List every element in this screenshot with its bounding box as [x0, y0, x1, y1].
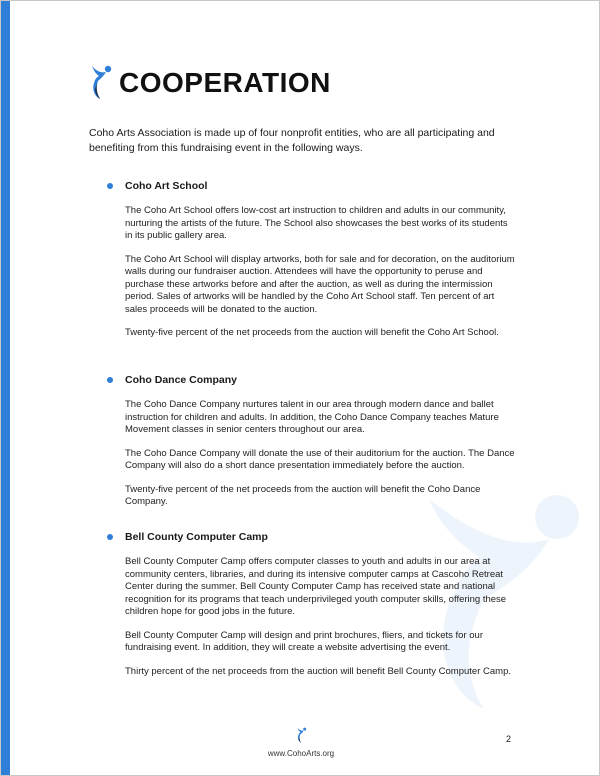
section-paragraph: Twenty-five percent of the net proceeds from the auction will benefit the Coho Dance Company. — [125, 483, 481, 507]
section-heading — [107, 374, 517, 386]
section-paragraph: Bell County Computer Camp offers computer classes to youth and adults in our area at community centers, libraries, and during its intensive computer camps at Cascoho Retreat Center during the summer. Bell County Computer Camp has received state and national recognition for its programs that teach underprivileged youth computer skills, offering these children hope for good jobs in the future. — [125, 556, 507, 617]
section-heading-label: Coho Art School — [125, 180, 208, 192]
bullet-icon — [107, 534, 113, 540]
section-heading — [107, 531, 517, 543]
footer-dancer-logo-icon — [296, 726, 307, 745]
footer-website-link[interactable]: www.CohoArts.org — [267, 749, 335, 758]
section-heading-label: Coho Dance Company — [125, 374, 238, 386]
left-accent-bar — [1, 1, 10, 775]
intro-paragraph: Coho Arts Association is made up of four nonprofit entities, who are all participating and benefiting from this fundraising event in the following ways. — [89, 127, 495, 154]
section-paragraph: The Coho Dance Company nurtures talent in our area through modern dance and ballet instruction for children and adults. In addition, the Coho Dance Company teaches Mature Movement classes in senior centers throughout our area. — [125, 399, 499, 435]
bullet-icon — [107, 377, 113, 383]
section-heading — [107, 180, 517, 192]
dancer-logo-icon — [89, 63, 113, 103]
section-paragraph: The Coho Art School will display artworks, both for sale and for decoration, on the auditorium walls during our fundraiser auction. Attendees will have the opportunity to peruse and purchase these artworks before and after the auction, as well as during the intermission period. Sales of artworks will be handled by the Coho Art School staff. Ten percent of art sales proceeds will be donated to the auction. — [125, 253, 515, 315]
page-header — [89, 63, 331, 103]
section-coho-art-school — [107, 180, 517, 351]
section-coho-dance-company — [107, 374, 517, 520]
page-title: COOPERATION — [119, 67, 331, 98]
section-paragraph: Twenty-five percent of the net proceeds from the auction will benefit the Coho Art School. — [125, 327, 499, 338]
section-heading-label: Bell County Computer Camp — [125, 531, 268, 543]
section-paragraph: Thirty percent of the net proceeds from the auction will benefit Bell County Computer Camp. — [125, 665, 511, 677]
page-number: 2 — [506, 734, 512, 744]
section-paragraph: The Coho Dance Company will donate the use of their auditorium for the auction. The Dance Company will also do a short dance presentation immediately before the auction. — [125, 447, 515, 471]
bullet-icon — [107, 183, 113, 189]
section-paragraph: Bell County Computer Camp will design and print brochures, fliers, and tickets for our fundraising event. In addition, they will create a website advertising the event. — [125, 629, 483, 653]
section-bell-county-computer-camp — [107, 531, 517, 689]
section-paragraph: The Coho Art School offers low-cost art instruction to children and adults in our community, nurturing the artists of the future. The School also showcases the best works of its students in its public gallery area. — [125, 205, 508, 241]
